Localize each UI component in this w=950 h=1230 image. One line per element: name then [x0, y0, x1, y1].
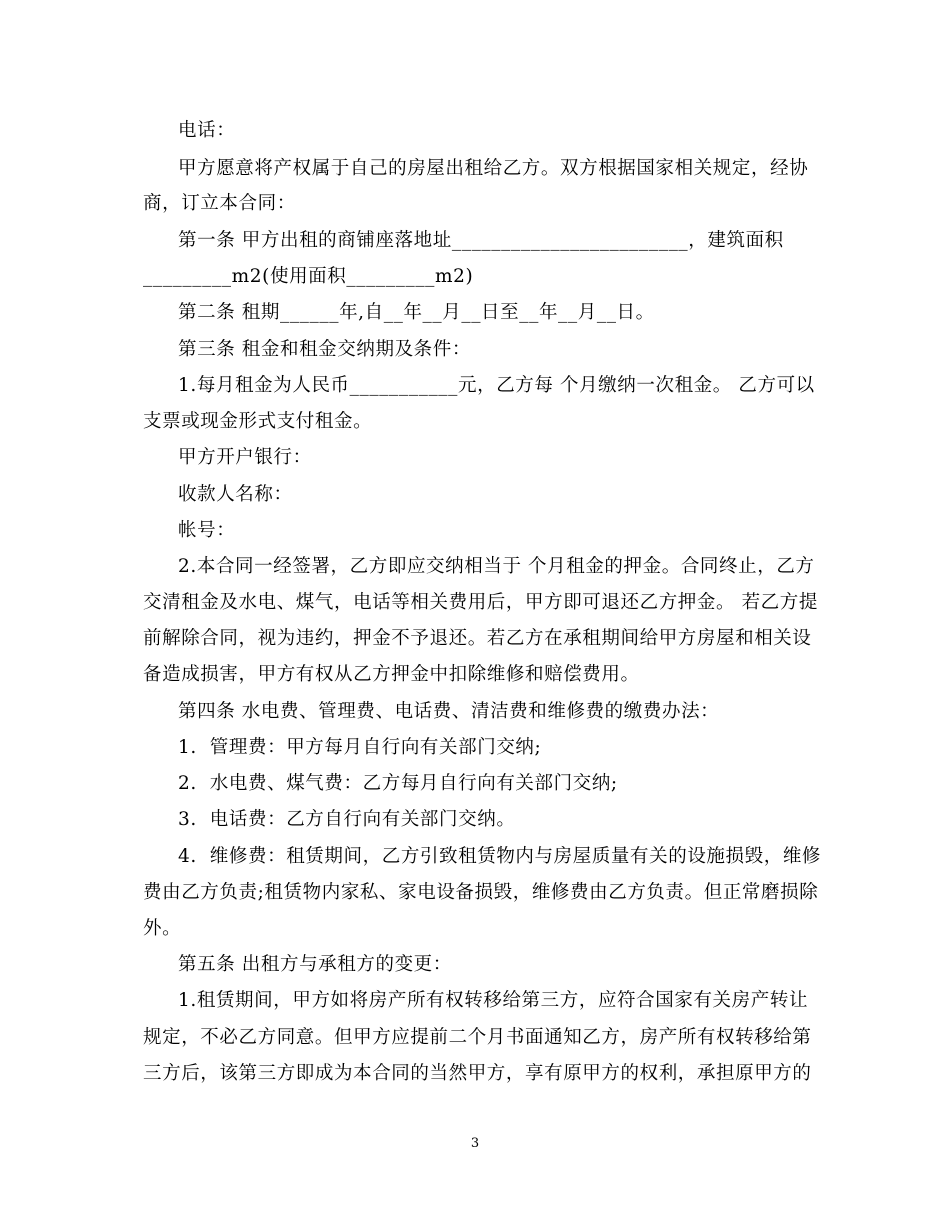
text-line: 3. 电话费：乙方自行向有关部门交纳。 [178, 809, 516, 830]
text-line-account: 帐号： [178, 520, 236, 541]
text-line-payee: 收款人名称： [178, 484, 293, 505]
text-line-article-2: 第二条 租期______年,自__年__月__日至__年__月__日。 [178, 302, 655, 323]
text-line-article-1: 第一条 甲方出租的商铺座落地址________________________，建筑面积 [178, 230, 784, 251]
text-line: _________m2(使用面积_________m2) [143, 266, 474, 287]
text-line: 三方后，该第三方即成为本合同的当然甲方，享有原甲方的权利，承担原甲方的 [143, 1063, 812, 1084]
text-line: 1.租赁期间，甲方如将房产所有权转移给第三方，应符合国家有关房产转让 [178, 990, 809, 1011]
text-line: 商，订立本合同： [143, 193, 296, 214]
text-line: 1. 管理费：甲方每月自行向有关部门交纳; [178, 737, 542, 758]
text-line: 备造成损害，甲方有权从乙方押金中扣除维修和赔偿费用。 [143, 664, 640, 685]
text-line-bank: 甲方开户银行： [178, 447, 312, 468]
text-line: 4. 维修费：租赁期间，乙方引致租赁物内与房屋质量有关的设施损毁，维修 [178, 846, 822, 867]
text-line: 2.本合同一经签署，乙方即应交纳相当于 个月租金的押金。合同终止，乙方 [178, 556, 815, 577]
text-line-article-4: 第四条 水电费、管理费、电话费、清洁费和维修费的缴费办法： [178, 701, 720, 722]
text-line: 规定，不必乙方同意。但甲方应提前二个月书面通知乙方，房产所有权转移给第 [143, 1027, 812, 1048]
text-line: 费由乙方负责;租赁物内家私、家电设备损毁，维修费由乙方负责。但正常磨损除 [143, 882, 819, 903]
text-line: 1.每月租金为人民币___________元，乙方每 个月缴纳一次租金。 乙方可以 [178, 375, 815, 396]
text-line-article-5: 第五条 出租方与承租方的变更： [178, 954, 452, 975]
text-line-article-3: 第三条 租金和租金交纳期及条件： [178, 339, 471, 360]
text-line: 支票或现金形式支付租金。 [143, 411, 373, 432]
text-line: 2. 水电费、煤气费：乙方每月自行向有关部门交纳; [178, 773, 618, 794]
text-line: 外。 [143, 918, 182, 939]
text-line-phone: 电话： [178, 120, 236, 141]
page-number: 3 [470, 1136, 480, 1151]
text-line: 交清租金及水电、煤气，电话等相关费用后，甲方即可退还乙方押金。 若乙方提 [143, 592, 818, 613]
text-line: 前解除合同，视为违约，押金不予退还。若乙方在承租期间给甲方房屋和相关设 [143, 628, 812, 649]
text-line: 甲方愿意将产权属于自己的房屋出租给乙方。双方根据国家相关规定，经协 [178, 158, 809, 179]
